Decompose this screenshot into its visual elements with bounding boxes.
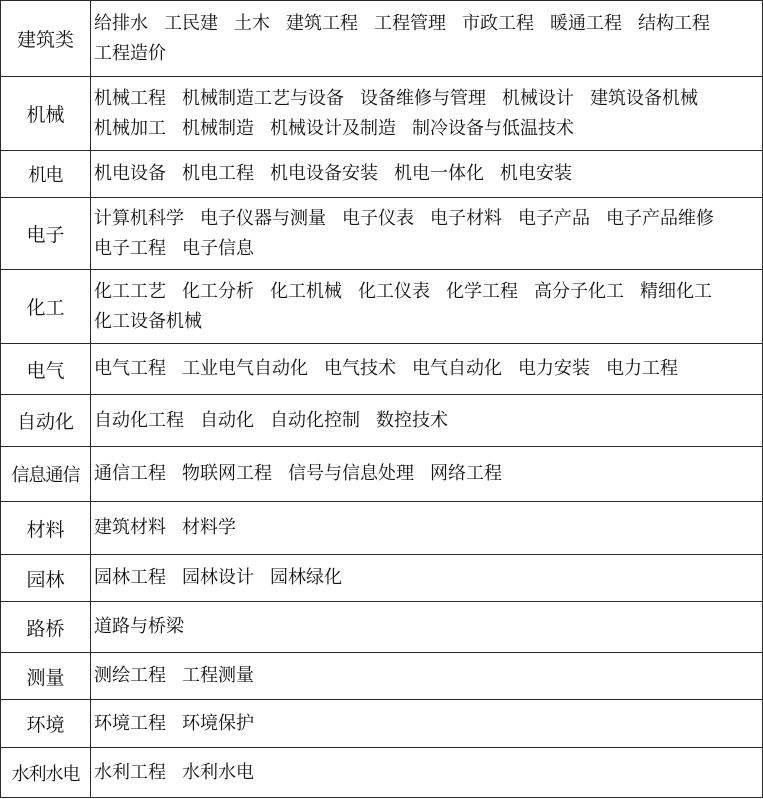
category-cell: 测量 (1, 653, 91, 700)
category-cell: 水利水电 (1, 748, 91, 798)
category-cell: 电气 (1, 344, 91, 395)
major-item: 电气工程 (94, 358, 166, 379)
majors-cell (91, 1, 763, 77)
table-row (1, 270, 763, 344)
majors-cell (91, 198, 763, 270)
major-item: 计算机科学 (94, 207, 184, 229)
category-cell: 化工 (1, 270, 91, 344)
table-body (1, 1, 763, 798)
major-item: 通信工程 (94, 463, 166, 484)
table-row (1, 151, 763, 198)
major-item: 电子信息 (182, 237, 254, 259)
major-item: 材料学 (182, 517, 236, 538)
major-item: 物联网工程 (182, 463, 272, 484)
major-item: 机械加工 (94, 117, 166, 139)
majors-cell (91, 270, 763, 344)
major-item: 园林设计 (182, 567, 254, 588)
majors-cell (91, 151, 763, 198)
category-cell: 信息通信 (1, 447, 91, 502)
major-item: 建筑设备机械 (590, 87, 698, 109)
major-item: 机电工程 (182, 163, 254, 184)
major-item: 制冷设备与低温技术 (412, 117, 574, 139)
major-item: 水利工程 (94, 761, 166, 783)
major-item: 环境工程 (94, 712, 166, 734)
table-row (1, 447, 763, 502)
major-item: 高分子化工 (534, 280, 624, 302)
major-item: 电子仪器与测量 (200, 207, 326, 229)
table-row (1, 653, 763, 700)
category-cell: 电子 (1, 198, 91, 270)
major-item: 建筑材料 (94, 517, 166, 538)
table-row (1, 344, 763, 395)
category-cell: 建筑类 (1, 1, 91, 77)
major-item: 电子材料 (430, 207, 502, 229)
major-item: 机械工程 (94, 87, 166, 109)
major-item: 机械制造工艺与设备 (182, 87, 344, 109)
major-item: 电气技术 (324, 358, 396, 379)
major-item: 化工分析 (182, 280, 254, 302)
major-item: 测绘工程 (94, 665, 166, 686)
category-cell: 环境 (1, 700, 91, 748)
table-row (1, 395, 763, 447)
major-item: 机械设计 (502, 87, 574, 109)
major-item: 机械设计及制造 (270, 117, 396, 139)
major-item: 土木 (234, 12, 270, 34)
major-item: 电力工程 (606, 358, 678, 379)
majors-cell (91, 447, 763, 502)
major-item: 工业电气自动化 (182, 358, 308, 379)
major-item: 信号与信息处理 (288, 463, 414, 484)
majors-cell (91, 77, 763, 151)
table-row (1, 198, 763, 270)
major-item: 电气自动化 (412, 358, 502, 379)
category-cell: 机电 (1, 151, 91, 198)
major-item: 机电设备 (94, 163, 166, 184)
major-item: 自动化工程 (94, 409, 184, 431)
major-item: 化工机械 (270, 280, 342, 302)
major-item: 化学工程 (446, 280, 518, 302)
majors-cell (91, 502, 763, 555)
majors-cell (91, 700, 763, 748)
major-item: 设备维修与管理 (360, 87, 486, 109)
majors-cell (91, 602, 763, 653)
major-item: 化工工艺 (94, 280, 166, 302)
major-item: 电子仪表 (342, 207, 414, 229)
major-item: 电子工程 (94, 237, 166, 259)
major-item: 机电设备安装 (270, 163, 378, 184)
major-item: 环境保护 (182, 712, 254, 734)
major-item: 化工仪表 (358, 280, 430, 302)
table-row (1, 748, 763, 798)
table-row (1, 77, 763, 151)
table-row (1, 700, 763, 748)
major-item: 工民建 (164, 12, 218, 34)
major-item: 机电一体化 (394, 163, 484, 184)
majors-cell (91, 653, 763, 700)
major-item: 工程造价 (94, 42, 166, 64)
table-row (1, 555, 763, 602)
category-cell: 机械 (1, 77, 91, 151)
category-cell: 园林 (1, 555, 91, 602)
major-item: 建筑工程 (286, 12, 358, 34)
majors-cell (91, 748, 763, 798)
major-item: 工程管理 (374, 12, 446, 34)
major-item: 市政工程 (462, 12, 534, 34)
major-item: 电子产品维修 (606, 207, 714, 229)
category-cell: 路桥 (1, 602, 91, 653)
major-item: 道路与桥梁 (94, 616, 184, 637)
major-item: 电子产品 (518, 207, 590, 229)
major-item: 园林绿化 (270, 567, 342, 588)
major-item: 化工设备机械 (94, 310, 202, 332)
majors-cell (91, 395, 763, 447)
majors-cell (91, 555, 763, 602)
major-item: 精细化工 (640, 280, 712, 302)
major-item: 数控技术 (376, 409, 448, 431)
category-cell: 材料 (1, 502, 91, 555)
major-item: 机电安装 (500, 163, 572, 184)
major-item: 暖通工程 (550, 12, 622, 34)
major-item: 结构工程 (638, 12, 710, 34)
major-item: 给排水 (94, 12, 148, 34)
major-item: 电力安装 (518, 358, 590, 379)
table-row (1, 502, 763, 555)
major-item: 园林工程 (94, 567, 166, 588)
major-item: 网络工程 (430, 463, 502, 484)
category-cell: 自动化 (1, 395, 91, 447)
major-item: 机械制造 (182, 117, 254, 139)
table-row (1, 602, 763, 653)
major-item: 水利水电 (182, 761, 254, 783)
major-item: 工程测量 (182, 665, 254, 686)
majors-cell (91, 344, 763, 395)
major-item: 自动化 (200, 409, 254, 431)
major-item: 自动化控制 (270, 409, 360, 431)
table-row (1, 1, 763, 77)
